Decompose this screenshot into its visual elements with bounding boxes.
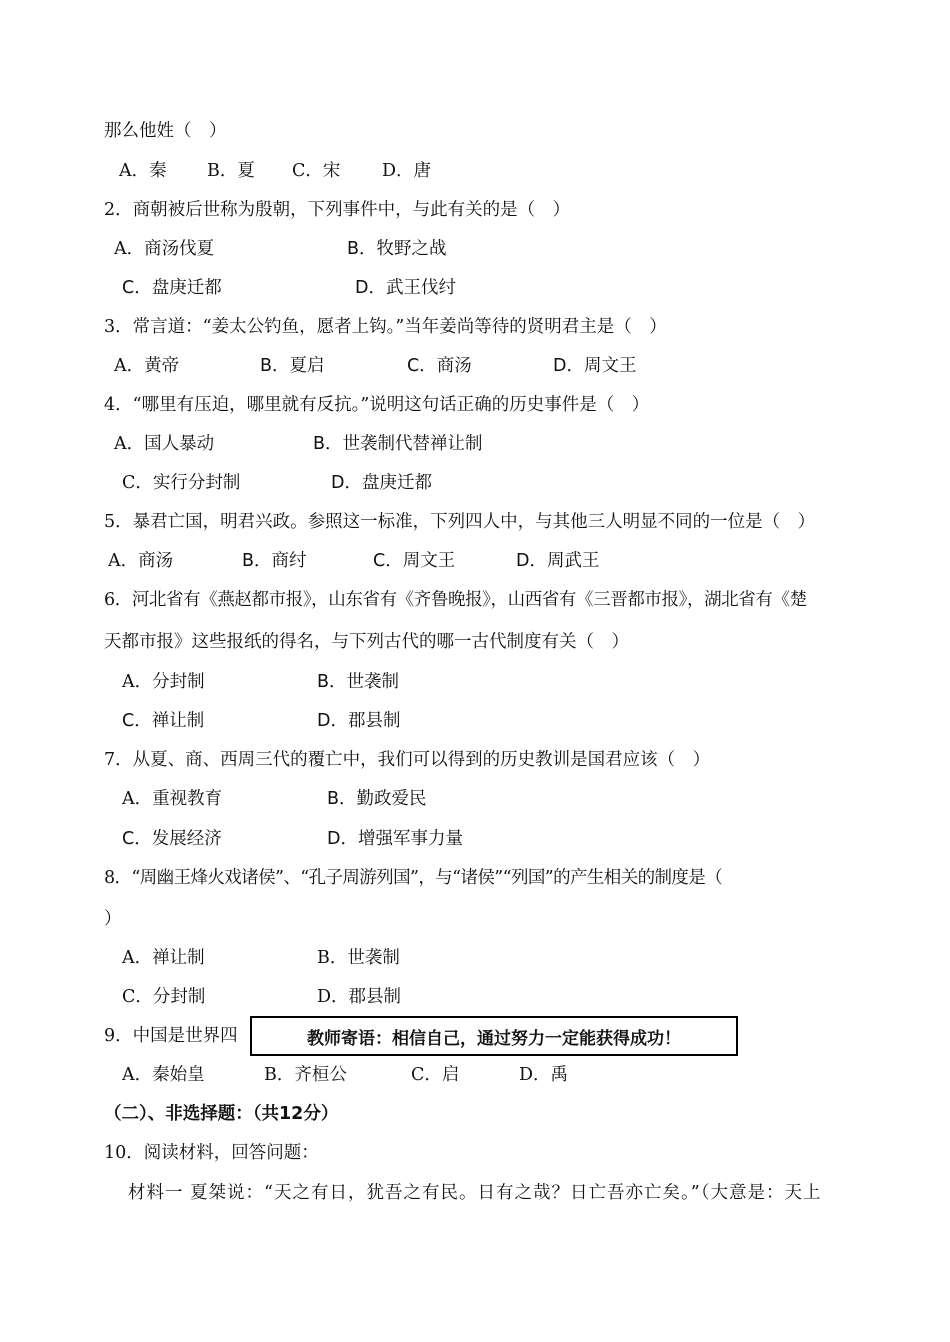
q3-option-b: B．夏启 [260, 356, 325, 376]
teacher-message-box [250, 1016, 738, 1056]
q1-option-b: B．夏 [207, 161, 255, 181]
q7-option-a: A．重视教育 [122, 789, 223, 809]
q3-option-d: D．周文王 [553, 356, 637, 376]
q7-option-c: C．发展经济 [122, 829, 222, 849]
q7-stem: 7．从夏、商、西周三代的覆亡中，我们可以得到的历史教训是国君应该（ ） [104, 750, 711, 770]
q9-option-b: B．齐桓公 [264, 1065, 347, 1085]
q8-option-d: D．郡县制 [317, 987, 402, 1007]
q8-option-a: A．禅让制 [122, 948, 205, 968]
q8-option-c: C．分封制 [122, 987, 206, 1007]
q6-option-c: C．禅让制 [122, 711, 205, 731]
q8-stem-line2: ） [104, 909, 122, 929]
teacher-message-text: 教师寄语：相信自己，通过努力一定能获得成功！ [307, 1028, 681, 1049]
q4-option-b: B．世袭制代替禅让制 [313, 434, 483, 454]
q1-stem-tail: 那么他姓（ ） [104, 121, 227, 141]
q3-stem: 3．常言道：“姜太公钓鱼，愿者上钩。”当年姜尚等待的贤明君主是（ ） [104, 317, 667, 337]
q2-option-d: D．武王伐纣 [355, 278, 456, 298]
q3-option-a: A．黄帝 [114, 356, 180, 376]
q2-option-c: C．盘庚迁都 [122, 278, 222, 298]
q5-option-c: C．周文王 [373, 551, 456, 571]
q6-option-a: A．分封制 [122, 672, 205, 692]
q2-stem: 2．商朝被后世称为殷朝，下列事件中，与此有关的是（ ） [104, 200, 571, 220]
q5-option-a: A．商汤 [108, 551, 174, 571]
q6-stem-line1: 6．河北省有《燕赵都市报》，山东省有《齐鲁晚报》，山西省有《三晋都市报》，湖北省有《楚 [104, 590, 807, 610]
q7-option-b: B．勤政爱民 [327, 789, 427, 809]
section-heading-non-choice: （二）、非选择题：（共12分） [104, 1104, 339, 1124]
q4-stem: 4．“哪里有压迫，哪里就有反抗。”说明这句话正确的历史事件是（ ） [104, 395, 650, 415]
q8-option-b: B．世袭制 [317, 948, 400, 968]
q4-option-a: A．国人暴动 [114, 434, 215, 454]
q6-option-b: B．世袭制 [317, 672, 400, 692]
q6-option-d: D．郡县制 [317, 711, 401, 731]
q5-option-d: D．周武王 [516, 551, 600, 571]
q1-option-c: C．宋 [292, 161, 341, 181]
q9-option-c: C．启 [411, 1065, 460, 1085]
q1-option-d: D．唐 [382, 161, 432, 181]
q4-option-d: D．盘庚迁都 [331, 473, 432, 493]
q6-stem-line2: 天都市报》这些报纸的得名，与下列古代的哪一古代制度有关（ ） [104, 632, 629, 652]
q9-stem: 9．中国是世界四 [104, 1026, 238, 1046]
q8-stem-line1: 8．“周幽王烽火戏诸侯”、“孔子周游列国”，与“诸侯”“列国”的产生相关的制度是（ [104, 868, 723, 888]
q7-option-d: D．增强军事力量 [327, 829, 463, 849]
q4-option-c: C．实行分封制 [122, 473, 241, 493]
q5-stem: 5．暴君亡国，明君兴政。参照这一标准，下列四人中，与其他三人明显不同的一位是（ ） [104, 512, 816, 532]
q1-option-a: A．秦 [119, 161, 167, 181]
q3-option-c: C．商汤 [407, 356, 472, 376]
q10-material-1: 材料一 夏桀说：“天之有日，犹吾之有民。日有之哉？日亡吾亦亡矣。”（大意是：天上 [128, 1183, 822, 1203]
q2-option-a: A．商汤伐夏 [114, 239, 215, 259]
q9-option-a: A．秦始皇 [122, 1065, 205, 1085]
q10-stem: 10．阅读材料，回答问题： [104, 1143, 319, 1163]
q9-option-d: D．禹 [519, 1065, 569, 1085]
q5-option-b: B．商纣 [242, 551, 307, 571]
q2-option-b: B．牧野之战 [347, 239, 447, 259]
